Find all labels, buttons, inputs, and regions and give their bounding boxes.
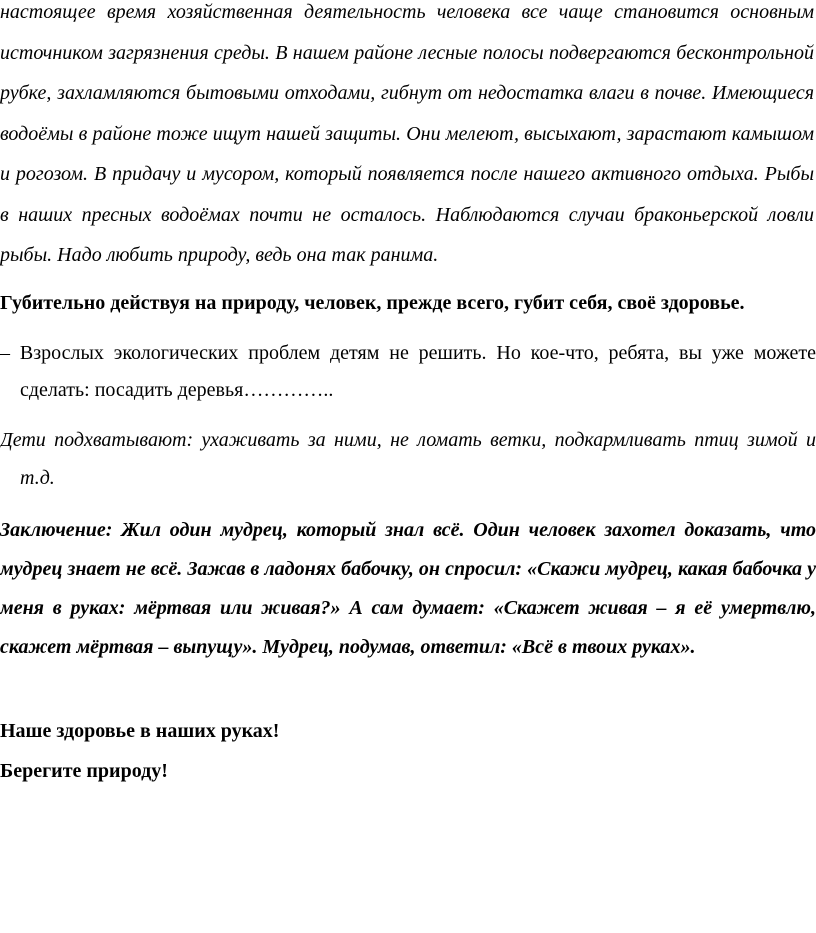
- teacher-line: – Взрослых экологических проблем детям не решить. Но кое-что, ребята, вы уже можете сделать: посадить деревья…………..: [0, 341, 816, 401]
- bold-statement: Губительно действуя на природу, человек, прежде всего, губит себя, своё здоровье.: [0, 291, 745, 314]
- children-prefix: Дети подхватывают:: [0, 428, 194, 451]
- spacer: [0, 667, 816, 711]
- conclusion-paragraph: Заключение: Жил один мудрец, который знал всё. Один человек захотел доказать, что мудрец знает не всё. Зажав в ладонях бабочку, он спросил: «Скажи мудрец, какая бабочка у меня в руках: мёртвая или живая?» А сам думает: «Скажет живая – я её умертвлю, скажет мёртвая – выпущу». Мудрец, подумав, ответил: «Всё в твоих руках».: [0, 518, 816, 658]
- intro-paragraph: настоящее время хозяйственная деятельность человека все чаще становится основным источником загрязнения среды. В нашем районе лесные полосы подвергаются бесконтрольной рубке, захламляются бытовыми отходами, гибнут от недостатка влаги в почве. Имеющиеся водоёмы в районе тоже ищут нашей защиты. Они мелеют, высыхают, зарастают камышом и рогозом. В придачу и мусором, который появляется после нашего активного отдыха. Рыбы в наших пресных водоёмах почти не осталось. Наблюдаются случаи браконьерской ловли рыбы. Надо любить природу, ведь она так ранима.: [0, 1, 814, 266]
- closing-line-nature: Берегите природу!: [0, 759, 168, 782]
- children-response: [0, 421, 816, 497]
- closing-line-health: Наше здоровье в наших руках!: [0, 719, 280, 742]
- children-answer: ухаживать за ними, не ломать ветки, подкармливать птиц зимой и т.д.: [20, 428, 816, 489]
